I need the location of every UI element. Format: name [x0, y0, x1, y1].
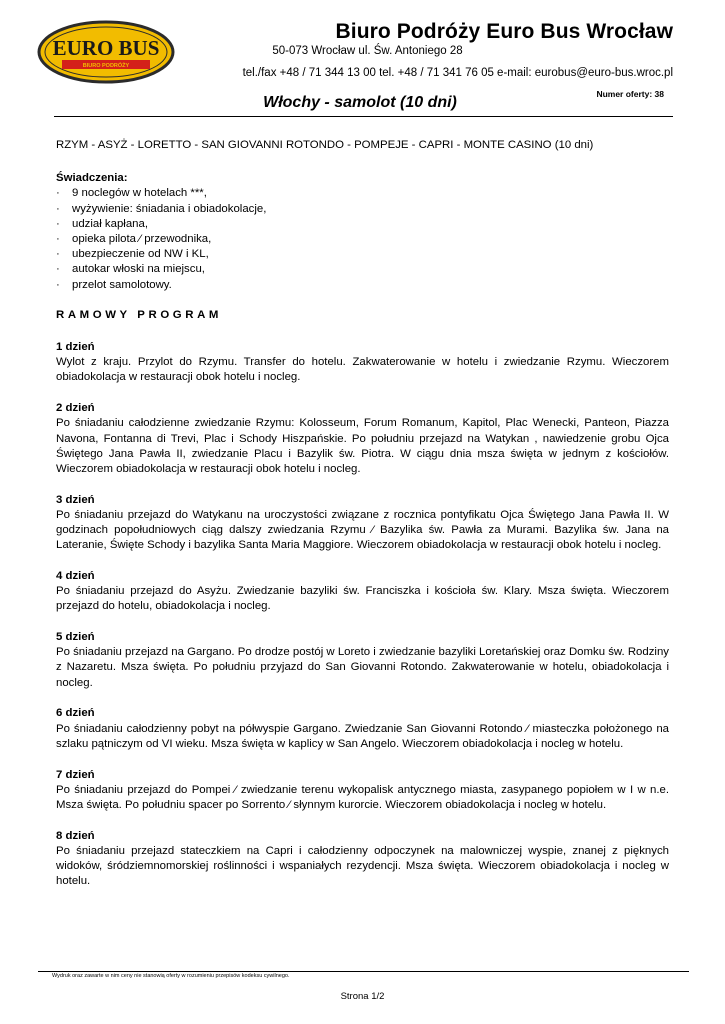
route-summary: RZYM - ASYŻ - LORETTO - SAN GIOVANNI ROTONDO - POMPEJE - CAPRI - MONTE CASINO (10 dni)	[56, 139, 594, 151]
day-title: 3 dzień	[56, 493, 95, 506]
day-title: 6 dzień	[56, 707, 95, 720]
day-title: 5 dzień	[56, 631, 95, 644]
program-day-3	[56, 493, 669, 554]
program-heading: RAMOWY PROGRAM	[56, 308, 222, 321]
benefits-list	[56, 186, 669, 292]
document-body	[56, 138, 669, 905]
program-day-7	[56, 768, 669, 814]
offer-title: Włochy - samolot (10 dni)	[263, 94, 457, 111]
day-description: Po śniadaniu przejazd stateczkiem na Capri i całodzienny odpoczynek na malowniczej wyspie, znanej z pięknych widoków, śródziemnomorskiej roślinności i wspaniałych rezydencji. Msza święta. Wieczorem obiadokolacja i nocleg w hotelu.	[56, 844, 669, 888]
day-description: Po śniadaniu przejazd do Watykanu na uroczystości związane z rocznica pontyfikatu Ojca Świętego Jana Pawła II. W godzinach popołudniowych ciąg dalszy zwiedzania Rzymu ⁄ Bazylika św. Pawła za Murami. Bazylika św. Jana na Lateranie, Święte Schody i bazylika Santa Maria Maggiore. Wieczorem obiadokolacja w restauracji obok hotelu i nocleg.	[56, 508, 669, 552]
list-item: · ubezpieczenie od NW i KL,	[56, 247, 669, 262]
company-name: Biuro Podróży Euro Bus Wrocław	[335, 20, 673, 43]
logo-subtext: BIURO PODRÓŻY	[82, 63, 130, 69]
day-title: 8 dzień	[56, 829, 95, 842]
bullet-icon: ·	[56, 248, 60, 261]
bullet-icon: ·	[56, 278, 60, 291]
list-item: · 9 noclegów w hotelach ***,	[56, 186, 669, 201]
footer-divider	[38, 971, 689, 972]
program-day-4	[56, 569, 669, 615]
list-item: · autokar włoski na miejscu,	[56, 262, 669, 277]
day-description: Po śniadaniu całodzienny pobyt na półwyspie Gargano. Zwiedzanie San Giovanni Rotondo ⁄ miasteczka położonego na szlaku pątniczym od VI wieku. Msza święta w kaplicy w San Angelo. Wieczorem obiadokolacja i nocleg w hotelu.	[56, 722, 669, 750]
day-title: 7 dzień	[56, 768, 95, 781]
day-title: 4 dzień	[56, 569, 95, 582]
bullet-icon: ·	[56, 187, 60, 200]
program-day-8	[56, 829, 669, 890]
benefits-heading: Świadczenia:	[56, 172, 128, 185]
bullet-icon: ·	[56, 217, 60, 230]
footer-disclaimer: Wydruk oraz zawarte w nim ceny nie stanowią oferty w rozumieniu przepisów kodeksu cywilnego.	[52, 973, 290, 979]
day-description: Po śniadaniu całodzienne zwiedzanie Rzymu: Kolosseum, Forum Romanum, Kapitol, Plac Wenecki, Panteon, Piazza Navona, Fontanna di Trevi, Plac i Schody Hiszpańskie. Po południu przejazd na Watykan , nawiedzenie grobu Ojca Świętego Jana Pawła II, zwiedzanie Placu i Bazylik św. Piotra. W ciągu dnia msza święta w jednym z kościołów. Wieczorem obiadokolacja w restauracji obok hotelu i nocleg.	[56, 417, 669, 475]
bullet-icon: ·	[56, 233, 60, 246]
day-title: 2 dzień	[56, 402, 95, 415]
page-number: Strona 1/2	[340, 991, 385, 1002]
program-day-1	[56, 340, 669, 386]
offer-number: Numer oferty: 38	[596, 89, 664, 99]
header-divider	[54, 116, 673, 117]
list-item: · opieka pilota ⁄ przewodnika,	[56, 232, 669, 247]
program-day-6	[56, 706, 669, 752]
day-title: 1 dzień	[56, 341, 95, 354]
company-contact: tel./fax +48 / 71 344 13 00 tel. +48 / 71 341 76 05 e-mail: eurobus@euro-bus.wroc.pl	[242, 67, 673, 79]
bullet-icon: ·	[56, 202, 60, 215]
day-description: Po śniadaniu przejazd do Asyżu. Zwiedzanie bazyliki św. Franciszka i kościoła św. Klary. Msza święta. Wieczorem przejazd do hotelu, obiadokolacja i nocleg.	[56, 585, 669, 613]
logo-text: EURO BUS	[52, 36, 160, 60]
program-day-5	[56, 630, 669, 691]
program-day-2	[56, 401, 669, 477]
bullet-icon: ·	[56, 263, 60, 276]
list-item: · przelot samolotowy.	[56, 278, 669, 293]
company-address: 50-073 Wrocław ul. Św. Antoniego 28	[272, 45, 463, 57]
list-item: · udział kapłana,	[56, 217, 669, 232]
day-description: Po śniadaniu przejazd do Pompei ⁄ zwiedzanie terenu wykopalisk antycznego miasta, zasypanego popiołem w I w n.e. Msza święta. Po południu spacer po Sorrento ⁄ słynnym kurorcie. Wieczorem obiadokolacja i nocleg w hotelu.	[56, 783, 669, 811]
list-item: · wyżywienie: śniadania i obiadokolacje,	[56, 202, 669, 217]
day-description: Po śniadaniu przejazd na Gargano. Po drodze postój w Loreto i zwiedzanie bazyliki Loretańskiej oraz Domku św. Rodziny z Nazaretu. Msza święta. Po południu przyjazd do San Giovanni Rotondo. Zakwaterowanie w hotelu, obiadokolacja i nocleg.	[56, 646, 669, 689]
day-description: Wylot z kraju. Przylot do Rzymu. Transfer do hotelu. Zakwaterowanie w hotelu i zwiedzanie Rzymu. Wieczorem obiadokolacja w restauracji obok hotelu i nocleg.	[56, 356, 669, 384]
